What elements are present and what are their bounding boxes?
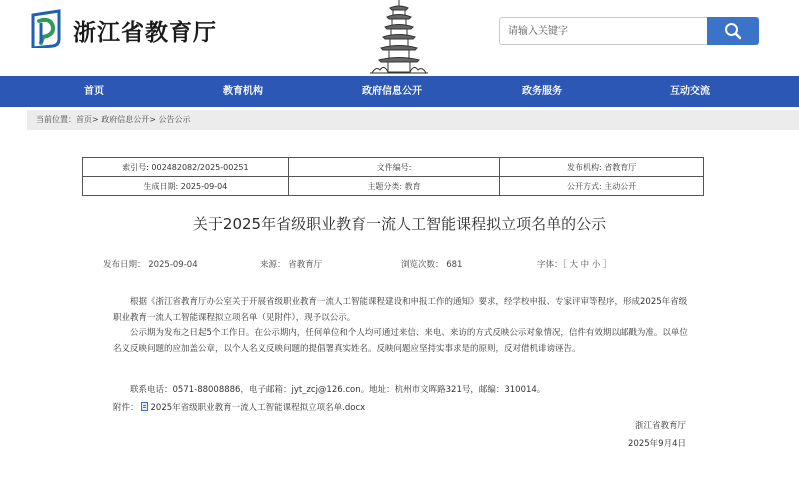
table-row (83, 177, 704, 196)
publish-date: 发布日期： 2025-09-04 (103, 260, 198, 270)
nav-item-institutions[interactable]: 教育机构 (223, 86, 263, 97)
search-button[interactable] (707, 17, 759, 45)
breadcrumb (36, 110, 191, 130)
created-date: 生成日期: 2025-09-04 (83, 177, 289, 196)
search-input[interactable] (499, 17, 707, 45)
attachment-link[interactable]: 2025年省级职业教育一流人工智能课程拟立项名单.docx (150, 403, 366, 413)
table-row (83, 158, 704, 177)
nav-item-home[interactable]: 首页 (84, 86, 104, 97)
nav-item-interaction[interactable]: 互动交流 (670, 86, 710, 97)
nav-item-gov-info[interactable]: 政府信息公开 (362, 86, 422, 97)
breadcrumb-prefix: 当前位置： (36, 115, 76, 124)
topic-category: 主题分类: 教育 (288, 177, 500, 196)
signature-organization: 浙江省教育厅 (634, 421, 686, 431)
breadcrumb-separator: > (149, 115, 156, 124)
document-icon (141, 402, 148, 411)
nav-item-services[interactable]: 政务服务 (522, 86, 562, 97)
publisher: 发布机构: 省教育厅 (500, 158, 704, 177)
article-title: 关于2025年省级职业教育一流人工智能课程拟立项名单的公示 (192, 215, 607, 233)
search-icon (724, 22, 742, 40)
breadcrumb-bar (27, 110, 799, 130)
attachment-label: 附件： (113, 403, 139, 413)
main-nav (0, 76, 799, 107)
breadcrumb-home[interactable]: 首页 (76, 115, 92, 124)
font-size-control[interactable]: 字体：［ 大 中 小 ］ (537, 260, 612, 270)
document-number: 文件编号: (288, 158, 500, 177)
view-count: 浏览次数： 681 (401, 260, 463, 270)
education-department-logo[interactable] (29, 9, 65, 48)
paragraph: 公示期为发布之日起5个工作日。在公示期内，任何单位和个人均可通过来信、来电、来访的方式反映公示对象情况，信件有效期以邮戳为准。以单位名义反映问题的应加盖公章，以个人名义反映问题的提倡署真实姓名。反映问题应坚持实事求是的原则，反对借机诽谤诬告。 (113, 328, 688, 354)
site-header (0, 0, 799, 76)
paragraph: 根据《浙江省教育厅办公室关于开展省级职业教育一流人工智能课程建设和申报工作的通知》要求，经学校申报、专家评审等程序，形成2025年省级职业教育一流人工智能课程拟立项名单（见附件），现予以公示。 (113, 297, 688, 323)
attachment-row (113, 401, 365, 413)
article-source: 来源： 省教育厅 (260, 260, 323, 270)
pagoda-illustration (368, 0, 430, 76)
breadcrumb-notices[interactable]: 公告公示 (158, 115, 191, 124)
document-metadata-table (82, 157, 704, 196)
breadcrumb-gov-info[interactable]: 政府信息公开 (101, 115, 150, 124)
article-body (113, 295, 690, 357)
index-number: 索引号: 002482082/2025-00251 (83, 158, 289, 177)
disclosure-mode: 公开方式: 主动公开 (500, 177, 704, 196)
breadcrumb-separator: > (92, 115, 99, 124)
signature-date: 2025年9月4日 (628, 439, 686, 449)
site-name[interactable]: 浙江省教育厅 (73, 19, 217, 46)
contact-info: 联系电话：0571-88008886，电子邮箱：jyt_zcj@126.con。地址：杭州市文晖路321号，邮编：310014。 (130, 385, 546, 395)
